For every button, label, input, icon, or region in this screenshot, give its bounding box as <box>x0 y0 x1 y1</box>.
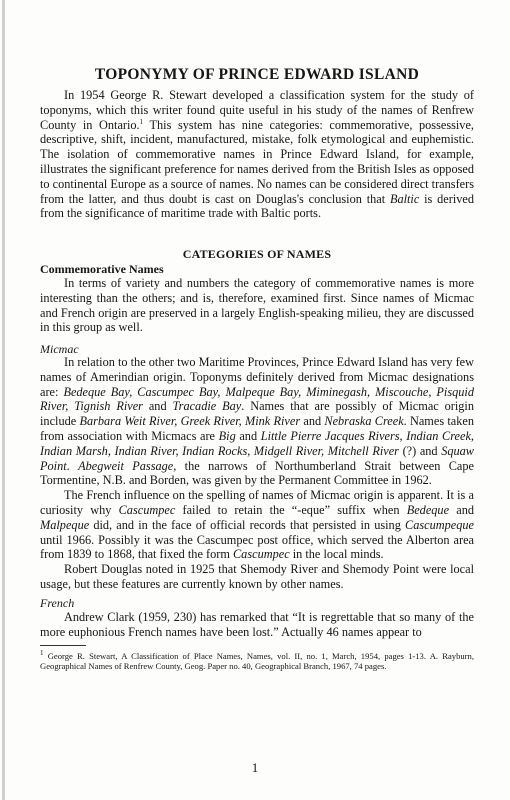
page-title: TOPONYMY OF PRINCE EDWARD ISLAND <box>94 66 420 83</box>
italic-place-name: Little Pierre Jacques Rivers, Indian Creek, Indian Marsh, Indian River, Indian Rocks, Midgell River, Mitchell River <box>40 428 474 458</box>
italic-place-name: Squaw Point <box>40 443 474 473</box>
text-run: In terms of variety and numbers the category of commemorative names is more interesting than the others; and is, therefore, examined first. Since names of Micmac and French origin are preserved in a largely English-speaking milieu, they are discussed in this group as well. <box>40 276 474 335</box>
text-run: and <box>235 428 261 443</box>
italic-place-name: Abegweit Passage <box>78 458 174 473</box>
footnote-rule <box>40 645 86 646</box>
italic-place-name: Malpeque <box>40 517 90 532</box>
text-run: failed to retain the “-eque” suffix when <box>175 502 407 517</box>
footnote-marker: 1 <box>139 117 144 126</box>
text-run: In relation to the other two Maritime Provinces, Prince Edward Island has very few names of Amerindian origin. Toponyms definitely derived from Micmac designations are: <box>40 355 474 399</box>
text-run: Robert Douglas noted in 1925 that Shemody River and Shemody Point were local usage, but these features are currently known by other names. <box>40 562 474 591</box>
text-run: and <box>142 399 173 414</box>
french-section <box>40 610 474 640</box>
text-run: . <box>66 458 79 473</box>
text-run: . Names taken from association with Micmacs are <box>40 414 474 443</box>
french-heading: French <box>40 596 75 610</box>
page-number: 1 <box>251 760 259 775</box>
commemorative-heading: Commemorative Names <box>40 262 164 276</box>
italic-place-name: Bedeque Bay, Cascumpec Bay, Malpeque Bay, Miminegash, Miscouche, Pisquid River, Tignish River <box>40 384 474 414</box>
micmac-paragraph-2 <box>40 488 474 562</box>
text-run: in the local minds. <box>289 547 384 562</box>
text-run: . Names that are possibly of Micmac origin include <box>40 399 474 429</box>
text-run: This system has nine categories: commemorative, possessive, descriptive, shift, incident, manufactured, mistake, folk etymological and euphemistic. The isolation of commemorative names in Prince Edward Island, for example, illustrates the significant preference for names derived from the British Isles as opposed to continental Europe as a source of names. No names can be considered direct transfers from the latter, and thus doubt is cast on Douglas's conclusion that <box>40 117 474 206</box>
text-run: George R. Stewart, A Classification of Place Names, Names, vol. II, no. 1, March, 1954, pages 1-13. A. Rayburn, Geographical Names of Renfrew County, Geog. Paper no. 40, Geographical Branch, 1967, 74 pages. <box>40 651 474 671</box>
text-run: Andrew Clark (1959, 230) has remarked that “It is regrettable that so many of the more euphonious French names have been lost.” Actually 46 names appear to <box>40 610 474 639</box>
italic-place-name: Big <box>218 428 236 443</box>
text-run: did, and in the face of official records that persisted in using <box>89 517 406 532</box>
italic-place-name: Cascumpec <box>232 547 290 562</box>
text-run: The French influence on the spelling of names of Micmac origin is apparent. It is a curiosity why <box>40 488 474 517</box>
italic-place-name: Baltic <box>389 191 420 206</box>
micmac-paragraph-3 <box>40 562 474 592</box>
text-run: until 1966. Possibly it was the Cascumpec post office, which served the Alberton area from 1839 to 1868, that fixed the form <box>40 532 474 562</box>
text-run: is derived from the significance of maritime trade with Baltic ports. <box>40 191 474 221</box>
micmac-heading: Micmac <box>40 342 79 356</box>
text-run: and <box>449 502 474 517</box>
commemorative-section <box>40 276 474 335</box>
intro-section <box>40 88 474 221</box>
italic-place-name: Cascumpec <box>118 502 176 517</box>
french-paragraph <box>40 610 474 640</box>
text-run: (?) and <box>398 443 442 458</box>
micmac-section <box>40 355 474 592</box>
italic-place-name: Cascumpeque <box>405 517 474 532</box>
footnote-marker: 1 <box>40 649 44 658</box>
italic-place-name: Barbara Weit River, Greek River, Mink River <box>79 414 301 429</box>
text-run: and <box>300 414 325 429</box>
text-run: In 1954 George R. Stewart developed a classification system for the study of toponyms, which this writer found quite useful in his study of the names of Renfrew County in Ontario. <box>40 88 474 132</box>
intro-paragraph <box>40 88 474 221</box>
page-edge-shadow <box>2 0 5 800</box>
italic-place-name: Bedeque <box>406 502 450 517</box>
micmac-paragraph-1 <box>40 355 474 488</box>
commemorative-paragraph <box>40 276 474 335</box>
categories-heading: CATEGORIES OF NAMES <box>182 247 332 261</box>
text-run: , the narrows of Northumberland Strait between Cape Tormentine, N.B. and Borden, was given by the Permanent Committee in 1962. <box>40 458 474 488</box>
footnote <box>40 651 474 671</box>
italic-place-name: Tracadie Bay <box>172 399 242 414</box>
italic-place-name: Nebraska Creek <box>324 414 404 429</box>
